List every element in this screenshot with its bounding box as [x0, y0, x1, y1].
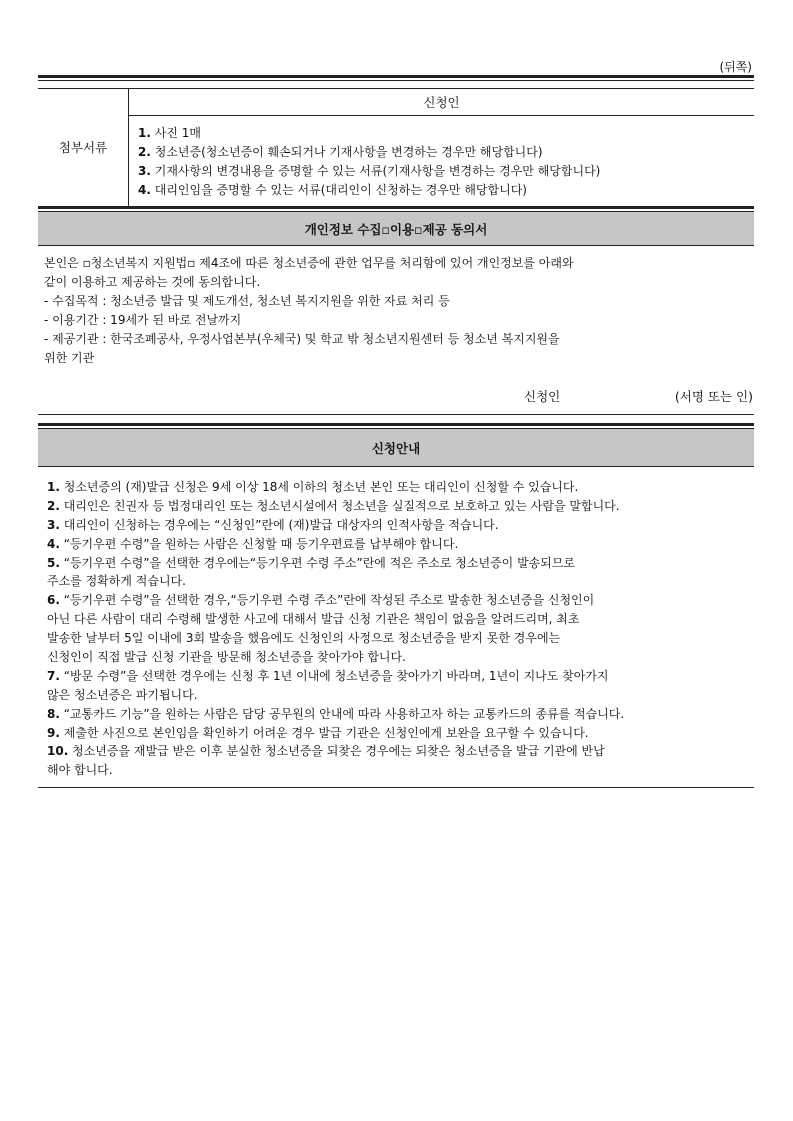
attachments-bottom-rule [38, 206, 754, 209]
top-double-rule [38, 75, 754, 78]
guide-item: 1. 청소년증의 (재)발급 신청은 9세 이상 18세 이하의 청소년 본인 또는 대리인이 신청할 수 있습니다. [47, 480, 579, 494]
consent-line: 위한 기관 [44, 351, 95, 365]
guide-item: 3. 대리인이 신청하는 경우에는 “신청인”란에 (재)발급 대상자의 인적사항을 적습니다. [47, 517, 499, 532]
guide-list [47, 478, 624, 780]
page-side-label: (뒤쪽) [719, 60, 752, 74]
attachments-header: 신청인 [129, 88, 754, 116]
consent-sign-mark: (서명 또는 인) [674, 389, 753, 404]
guide-bottom-rule [38, 787, 754, 788]
guide-item: 9. 제출한 사진으로 본인임을 확인하기 어려운 경우 발급 기관은 신청인에게 보완을 요구할 수 있습니다. [47, 725, 589, 740]
guide-title: 신청안내 [38, 429, 754, 467]
attachment-item: 4. 대리인임을 증명할 수 있는 서류(대리인이 신청하는 경우만 해당합니다) [138, 183, 527, 197]
attachment-item: 2. 청소년증(청소년증이 훼손되거나 기재사항을 변경하는 경우만 해당합니다) [138, 145, 543, 159]
guide-item: 6. “등기우편 수령”을 선택한 경우,“등기우편 수령 주소”란에 작성된 주소로 발송한 청소년증을 신청인이 아닌 다른 사람이 대리 수령해 발생한 사고에 대해서 발급 신청 기관은 책임이 없음을 알려드리며, 최초 발송한 날부터 5일 이내에 3회 발송을 했음에도 신청인의 사정으로 청소년증을 받지 못한 경우에는 신청인이 직접 발급 신청 기관을 방문해 청소년증을 찾아가야 합니다. [47, 593, 595, 665]
consent-line: - 제공기관 : 한국조폐공사, 우정사업본부(우체국) 및 학교 밖 청소년지원센터 등 청소년 복지지원을 [44, 332, 560, 346]
consent-line: 본인은 ▫청소년복지 지원법▫ 제4조에 따른 청소년증에 관한 업무를 처리함에 있어 개인정보를 아래와 [44, 256, 574, 270]
consent-bottom-rule [38, 414, 754, 415]
guide-item: 10. 청소년증을 재발급 받은 이후 분실한 청소년증을 되찾은 경우에는 되찾은 청소년증을 발급 기관에 반납 해야 합니다. [47, 744, 605, 778]
guide-item: 2. 대리인은 친권자 등 법정대리인 또는 청소년시설에서 청소년을 실질적으로 보호하고 있는 사람을 말합니다. [47, 498, 620, 513]
attachments-table [38, 88, 754, 206]
guide-item: 4. “등기우편 수령”을 원하는 사람은 신청할 때 등기우편료를 납부해야 합니다. [47, 536, 459, 551]
consent-title: 개인정보 수집▫이용▫제공 동의서 [38, 212, 754, 246]
attachments-top-rule [38, 88, 754, 89]
consent-line: 같이 이용하고 제공하는 것에 동의합니다. [44, 275, 261, 289]
guide-item: 7. “방문 수령”을 선택한 경우에는 신청 후 1년 이내에 청소년증을 찾아가기 바라며, 1년이 지나도 찾아가지 않은 청소년증은 파기됩니다. [47, 668, 609, 702]
attachment-item: 3. 기재사항의 변경내용을 증명할 수 있는 서류(기재사항을 변경하는 경우만 해당합니다) [138, 164, 601, 178]
consent-line: - 이용기간 : 19세가 된 바로 전날까지 [44, 313, 242, 327]
attachments-label: 첨부서류 [58, 140, 108, 155]
attachments-list [138, 124, 600, 200]
consent-signer-label: 신청인 [524, 389, 561, 404]
attachment-item: 1. 사진 1매 [138, 126, 201, 140]
consent-line: - 수집목적 : 청소년증 발급 및 제도개선, 청소년 복지지원을 위한 자료 처리 등 [44, 294, 450, 308]
consent-body [44, 254, 744, 368]
guide-top-rule [38, 423, 754, 426]
guide-item: 8. “교통카드 기능”을 원하는 사람은 담당 공무원의 안내에 따라 사용하고자 하는 교통카드의 종류를 적습니다. [47, 706, 625, 721]
guide-item: 5. “등기우편 수령”을 선택한 경우에는“등기우편 수령 주소”란에 적은 주소로 청소년증이 발송되므로 주소를 정확하게 적습니다. [47, 555, 576, 589]
